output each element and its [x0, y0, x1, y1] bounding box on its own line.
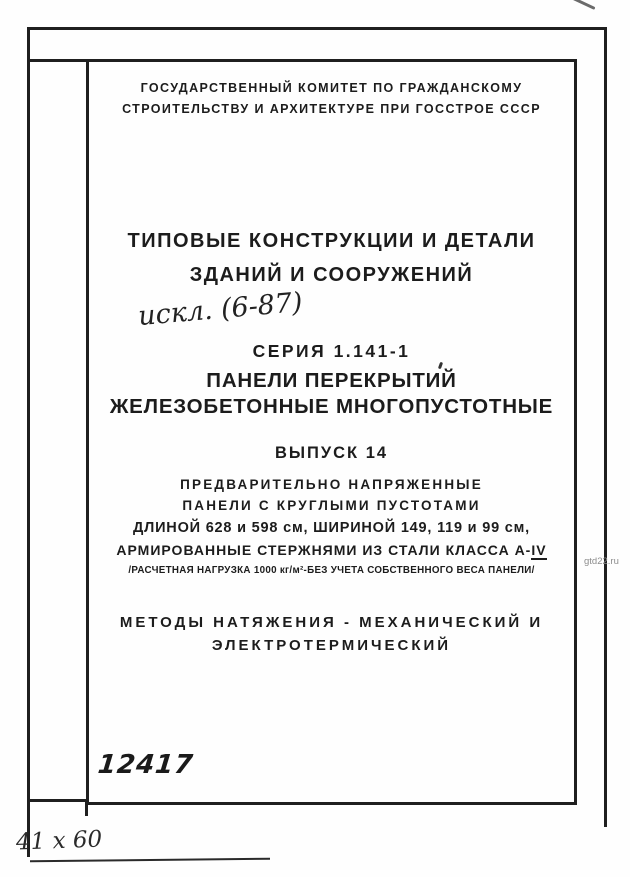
issue-number: ВЫПУСК 14: [274, 444, 389, 462]
panel-dimensions: ДЛИНОЙ 628 и 598 см, ШИРИНОЙ 149, 119 и 99 см,: [132, 520, 531, 536]
design-load-note: /РАСЧЕТНАЯ НАГРУЗКА 1000 кг/м²-БЕЗ УЧЕТА СОБСТВЕННОГО ВЕСА ПАНЕЛИ/: [128, 565, 535, 576]
reinforcement-spec-text: АРМИРОВАННЫЕ СТЕРЖНЯМИ ИЗ СТАЛИ КЛАССА А-: [116, 542, 532, 558]
steel-class-roman-numeral: IV: [531, 542, 547, 558]
series-group-title-line-1: ТИПОВЫЕ КОНСТРУКЦИИ И ДЕТАЛИ: [127, 230, 536, 252]
handwritten-cancellation-note: искл. (6-87): [136, 286, 304, 333]
handwritten-format-note: 41 х 60: [15, 826, 103, 856]
bottom-border-tick: [85, 802, 88, 816]
tensioning-methods-line-1: МЕТОДЫ НАТЯЖЕНИЯ - МЕХАНИЧЕСКИЙ И: [119, 614, 544, 631]
committee-line-1: ГОСУДАРСТВЕННЫЙ КОМИТЕТ ПО ГРАЖДАНСКОМУ: [140, 81, 523, 95]
inner-frame-top-extension-line: [27, 59, 89, 62]
panel-subtitle-line-1: ПРЕДВАРИТЕЛЬНО НАПРЯЖЕННЫЕ: [180, 477, 483, 492]
committee-header: [89, 78, 574, 120]
outer-frame-right-line: [604, 27, 607, 827]
tensioning-methods-line-2: ЭЛЕКТРОТЕРМИЧЕСКИЙ: [211, 637, 452, 654]
panel-subtitle-line-2: ПАНЕЛИ С КРУГЛЫМИ ПУСТОТАМИ: [182, 498, 481, 513]
scan-smudge-top-right: [572, 0, 595, 10]
site-watermark: gtd22.ru: [584, 556, 619, 567]
panel-subtitle: [89, 474, 574, 516]
inventory-number: 12417: [96, 750, 196, 780]
format-note-underline: [30, 858, 270, 863]
inner-frame-bottom-extension-line: [27, 799, 89, 802]
reinforcement-spec: [89, 542, 574, 558]
outer-frame-left-line: [27, 27, 30, 857]
document-title-line-1: ПАНЕЛИ ПЕРЕКРЫТИЙ: [206, 369, 457, 392]
series-number: СЕРИЯ 1.141-1: [252, 341, 411, 361]
document-title-line-2: ЖЕЛЕЗОБЕТОННЫЕ МНОГОПУСТОТНЫЕ: [109, 395, 554, 418]
series-group-title-line-2: ЗДАНИЙ И СООРУЖЕНИЙ: [189, 264, 474, 286]
outer-frame-top-line: [27, 27, 607, 30]
document-title: [89, 368, 574, 420]
document-border-frame: [86, 59, 577, 805]
tensioning-methods: [89, 611, 574, 657]
committee-line-2: СТРОИТЕЛЬСТВУ И АРХИТЕКТУРЕ ПРИ ГОССТРОЕ СССР: [122, 102, 541, 116]
series-group-title: [89, 224, 574, 292]
